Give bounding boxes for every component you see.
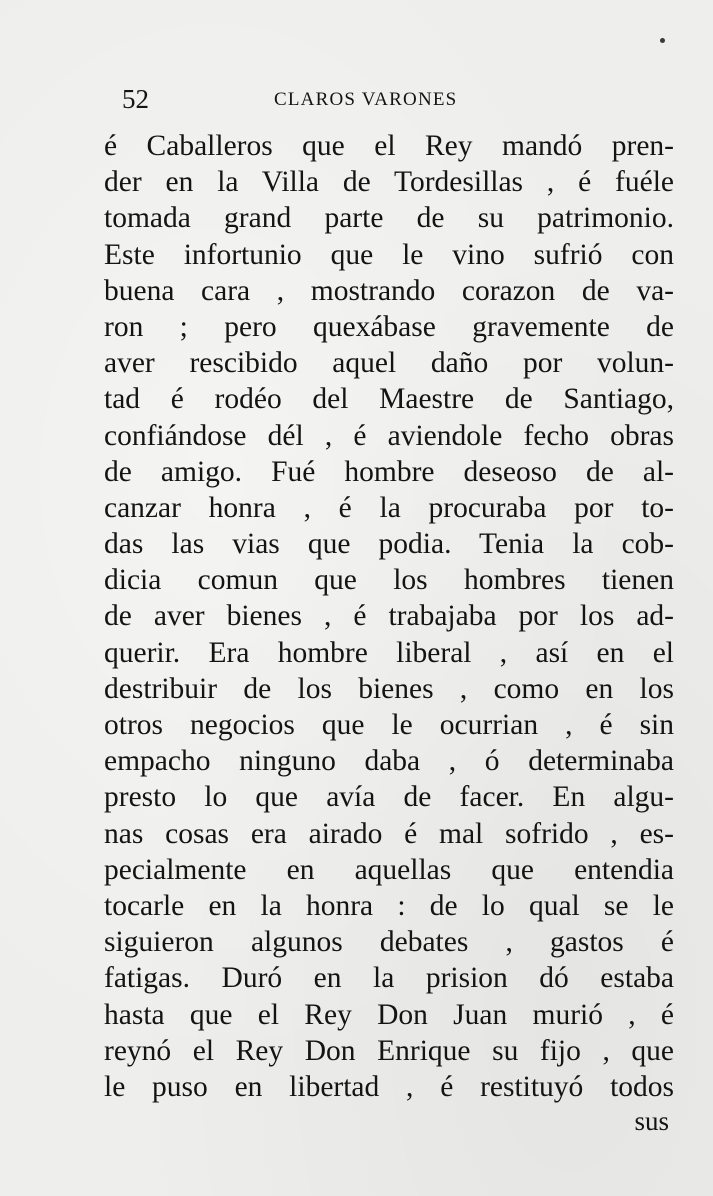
- catchword: sus: [634, 1106, 669, 1136]
- body-text: [104, 128, 674, 1105]
- text-line: de aver bienes , é trabajaba por los ad-: [104, 600, 674, 633]
- text-line: nas cosas era airado é mal sofrido , es-: [104, 817, 674, 850]
- text-line: Este infortunio que le vino sufrió con: [104, 238, 674, 271]
- text-line: presto lo que avía de facer. En algu-: [104, 781, 674, 814]
- text-line: ron ; pero quexábase gravemente de: [104, 310, 674, 343]
- text-line: é Caballeros que el Rey mandó pren-: [104, 130, 674, 162]
- book-title: CLAROS VARONES: [274, 89, 458, 110]
- running-head: [122, 82, 522, 116]
- text-line: pecialmente en aquellas que entendia: [104, 853, 674, 886]
- text-line: otros negocios que le ocurrian , é sin: [104, 709, 674, 741]
- ink-speck: [660, 38, 665, 43]
- text-line: destribuir de los bienes , como en los: [104, 672, 674, 705]
- text-line: querir. Era hombre liberal , así en el: [104, 636, 674, 669]
- text-line: siguieron algunos debates , gastos é: [104, 926, 674, 959]
- text-line: reynó el Rey Don Enrique su fijo , que: [104, 1034, 674, 1067]
- text-line: de amigo. Fué hombre deseoso de al-: [104, 455, 674, 488]
- text-line: das las vias que podia. Tenia la cob-: [104, 528, 674, 561]
- text-line: aver rescibido aquel daño por volun-: [104, 347, 674, 380]
- text-line: canzar honra , é la procuraba por to-: [104, 491, 674, 524]
- text-line: tocarle en la honra : de lo qual se le: [104, 889, 674, 922]
- page-number: 52: [122, 84, 149, 114]
- text-line: hasta que el Rey Don Juan murió , é: [104, 998, 674, 1031]
- text-line: der en la Villa de Tordesillas , é fuéle: [104, 166, 674, 199]
- text-line: le puso en libertad , é restituyó todos: [104, 1070, 674, 1103]
- text-line: dicia comun que los hombres tienen: [104, 564, 674, 597]
- text-line: confiándose dél , é aviendole fecho obras: [104, 419, 674, 452]
- text-line: fatigas. Duró en la prision dó estaba: [104, 962, 674, 995]
- text-line: tomada grand parte de su patrimonio.: [104, 202, 674, 235]
- text-line: empacho ninguno daba , ó determinaba: [104, 745, 674, 778]
- text-line: tad é rodéo del Maestre de Santiago,: [104, 383, 674, 416]
- text-line: buena cara , mostrando corazon de va-: [104, 274, 674, 307]
